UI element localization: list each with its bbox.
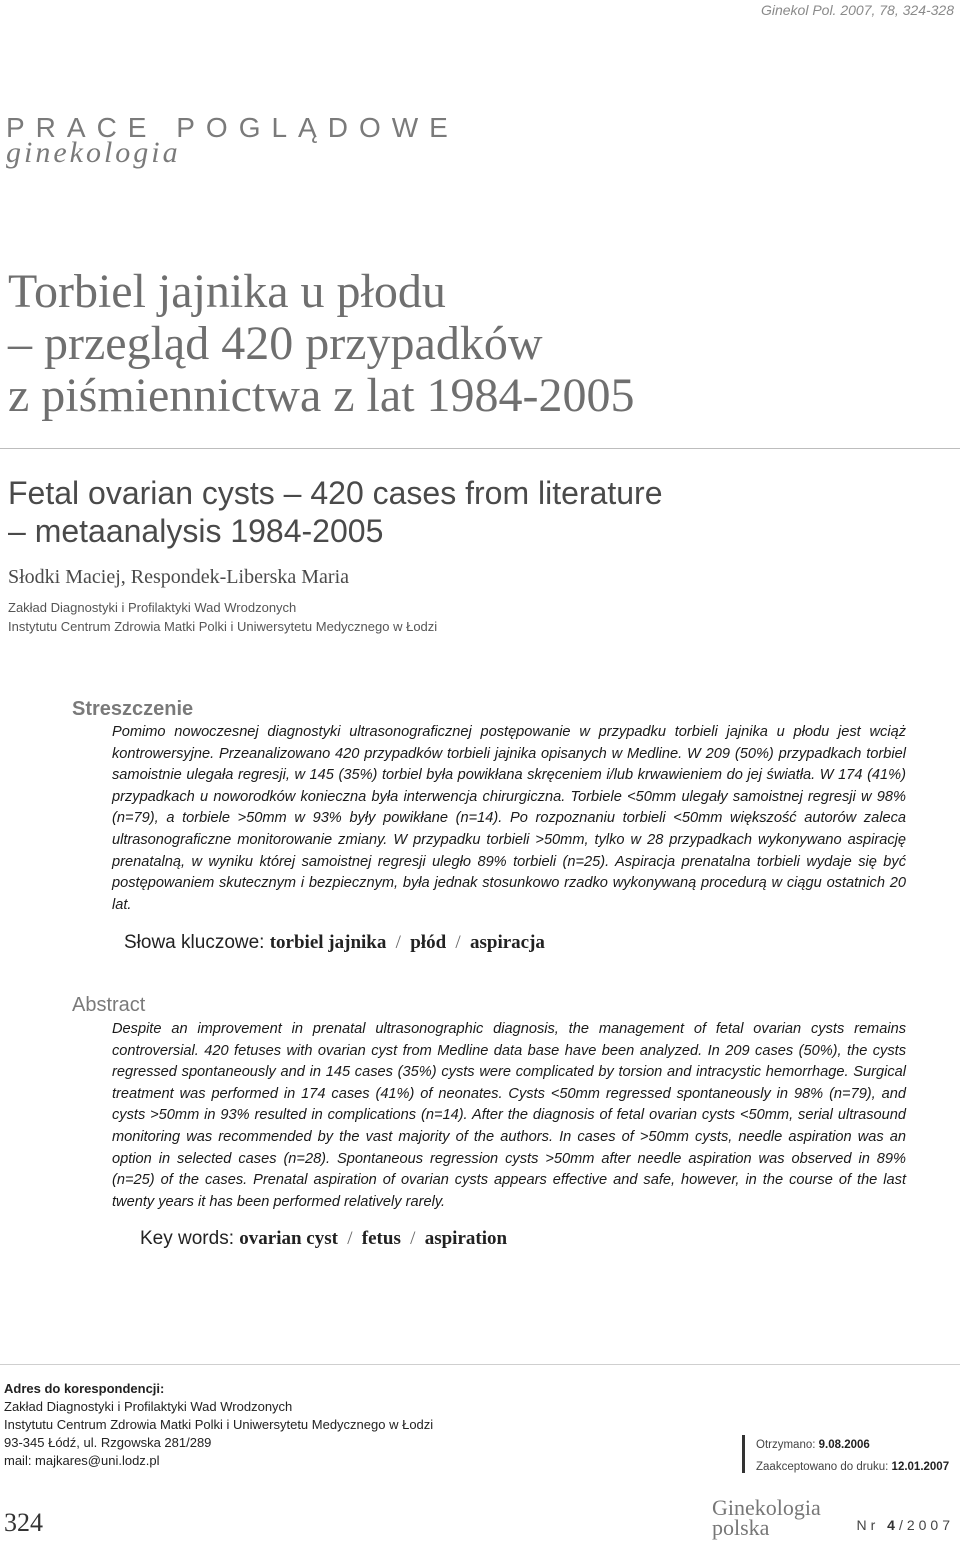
title-divider [0, 448, 960, 449]
keywords-polish [124, 932, 545, 954]
correspondence-line: 93-345 Łódź, ul. Rzgowska 281/289 [4, 1435, 212, 1450]
title-english-line: Fetal ovarian cysts – 420 cases from literature [8, 475, 663, 511]
keywords-english [140, 1228, 507, 1250]
page-number: 324 [4, 1508, 43, 1537]
keywords-label: Key words: [140, 1228, 234, 1249]
correspondence [4, 1380, 433, 1470]
issue-year: /2007 [898, 1517, 954, 1533]
title-polish-line: – przegląd 420 przypadków [8, 317, 543, 370]
streszczenie-text: Pomimo nowoczesnej diagnostyki ultrasonograficznej postępowanie w przypadku torbieli jajnika u płodu jest wciąż kontrowersyjne. Przeanalizowano 420 przypadków torbieli jajnika opisanych w Medline. W 209 (50%) przypadkach torbiel samoistnie ulegała regresji, w 145 (35%) torbiel była powikłana skręceniem i/lub krwawieniem do jej światła. W 174 (41%) przypadkach u noworodków konieczna była interwencja chirurgiczna. Torbiele <50mm ulegały samoistnej regresji w 98% (n=79), a torbiele >50mm w 93% były powikłane (n=14). Po rozpoznaniu torbieli <50mm większość autorów zaleca ultrasonograficzne monitorowanie zmiany. W przypadku torbieli >50mm, tylko w 28 przypadkach wykonywano aspirację prenatalną, w wyniku której samoistnej regresji uległo 89% torbieli (n=25). Aspiracja prenatalna torbieli wydaje się być postępowaniem skutecznym i bezpiecznym, była jednak stosunkowo rzadko wykonywaną procedurą w ciągu ostatnich 20 lat. [112, 724, 906, 913]
journal-logo-line: Ginekologia [712, 1495, 821, 1520]
received-row [756, 1434, 949, 1456]
keyword: ovarian cyst [239, 1228, 338, 1249]
citation: Ginekol Pol. 2007, 78, 324-328 [760, 2, 954, 18]
affiliation-line: Zakład Diagnostyki i Profilaktyki Wad Wrodzonych [8, 600, 297, 615]
footer-divider [0, 1364, 960, 1365]
title-polish-line: z piśmiennictwa z lat 1984-2005 [8, 369, 635, 422]
issue-value: 4 [887, 1517, 899, 1533]
keyword: fetus [361, 1228, 401, 1249]
keyword-separator: / [455, 932, 461, 953]
journal-logo-line: polska [712, 1515, 770, 1540]
correspondence-line: Instytutu Centrum Zdrowia Matki Polki i Uniwersytetu Medycznego w Łodzi [4, 1417, 434, 1432]
keywords-label: Słowa kluczowe: [124, 932, 265, 953]
issue-prefix: Nr [856, 1517, 880, 1533]
accepted-row [756, 1456, 949, 1478]
abstract-text: Despite an improvement in prenatal ultrasonographic diagnosis, the management of fetal ovarian cysts remains controversial. 420 fetuses with ovarian cyst from Medline data base have been analyzed. In 209 cases (50%), the cysts regressed spontaneously and in 145 cases (35%) cysts were complicated by torsion and intracystic hemorrhage. Surgical treatment was performed in 174 cases (41%) of neonates. Cysts <50mm regressed spontaneously in 98% (n=79), and cysts >50mm in 93% resulted in complications (n=14). After the diagnosis of fetal ovarian cysts <50mm, serial ultrasound monitoring was recommended by the vast majority of the authors. In cases of >50mm cysts, needle aspiration was an option in selected cases (n=28). Spontaneous regression cysts >50mm after needle aspiration was observed in 89% (n=25) of the cases. Prenatal aspiration of ovarian cysts appears effective and safe, however, in the course of the last twenty years it has been performed relatively rarely. [112, 1021, 906, 1210]
correspondence-email: mail: majkares@uni.lodz.pl [4, 1453, 160, 1468]
issue-number [856, 1517, 954, 1533]
streszczenie-heading: Streszczenie [72, 698, 194, 720]
keyword: aspiracja [469, 932, 545, 953]
affiliation [8, 598, 437, 636]
dates [756, 1434, 949, 1478]
keyword-separator: / [395, 932, 401, 953]
dates-bar [742, 1435, 745, 1473]
received-date: 9.08.2006 [818, 1439, 870, 1451]
accepted-label: Zaakceptowano do druku: [756, 1461, 889, 1473]
journal-logo [712, 1495, 821, 1540]
keyword-separator: / [410, 1228, 416, 1249]
keyword: płód [410, 932, 447, 953]
title-polish-line: Torbiel jajnika u płodu [8, 265, 446, 318]
affiliation-line: Instytutu Centrum Zdrowia Matki Polki i Uniwersytetu Medycznego w Łodzi [8, 619, 438, 634]
keyword: torbiel jajnika [269, 932, 387, 953]
correspondence-title: Adres do korespondencji: [4, 1381, 165, 1396]
title-polish [8, 266, 635, 422]
abstract-heading: Abstract [72, 994, 146, 1016]
received-label: Otrzymano: [756, 1439, 816, 1451]
keyword-separator: / [347, 1228, 353, 1249]
keyword: aspiration [424, 1228, 508, 1249]
correspondence-line: Zakład Diagnostyki i Profilaktyki Wad Wrodzonych [4, 1399, 293, 1414]
authors: Słodki Maciej, Respondek-Liberska Maria [8, 566, 350, 588]
title-english-line: – metaanalysis 1984-2005 [8, 513, 384, 549]
section-sublabel: ginekologia [6, 136, 181, 169]
accepted-date: 12.01.2007 [891, 1461, 950, 1473]
title-english [8, 474, 663, 550]
section-label: PRACE POGLĄDOWE [6, 112, 459, 143]
